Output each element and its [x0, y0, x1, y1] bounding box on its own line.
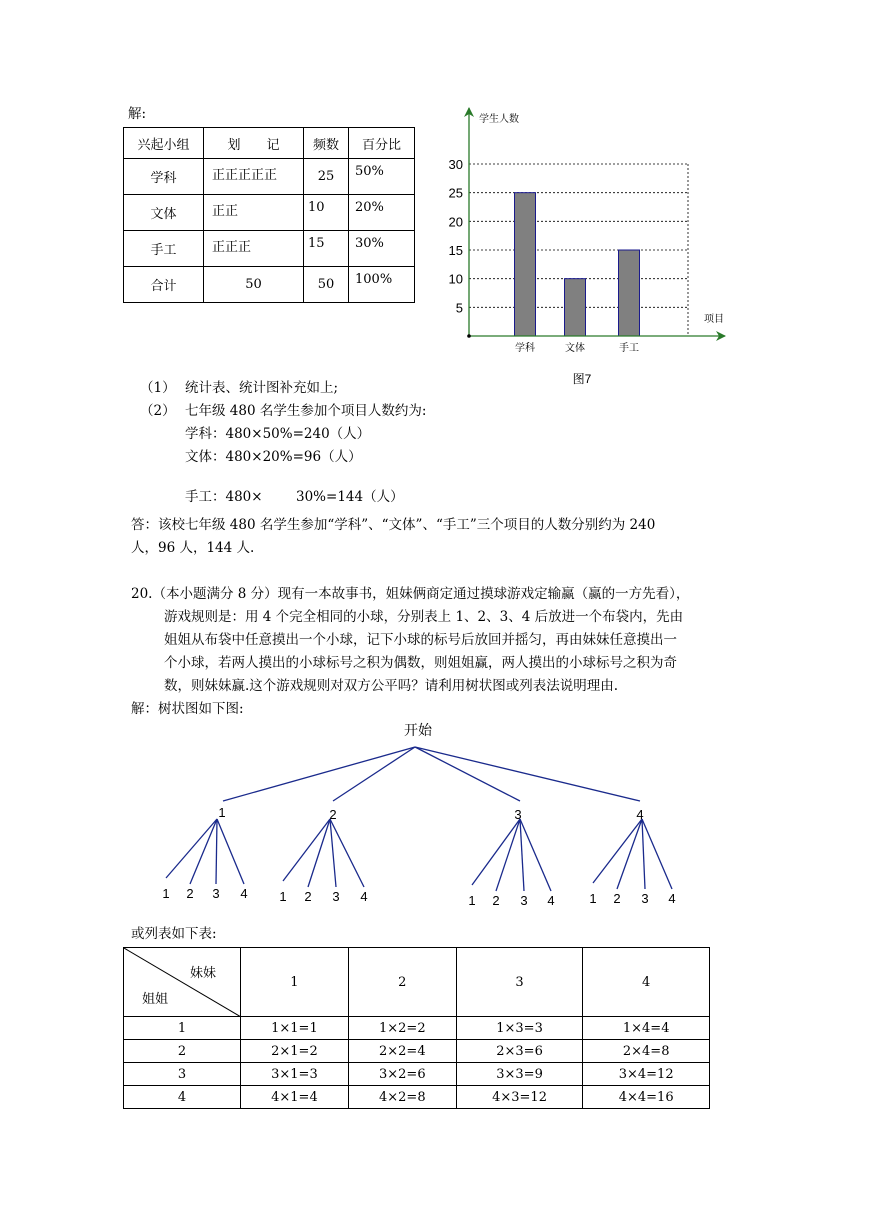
tree-branch [642, 819, 672, 889]
stats-table [123, 127, 415, 303]
tree-node-label: 3 [514, 807, 522, 822]
stats-cell: 20% [349, 195, 415, 231]
bar [515, 193, 536, 336]
calc-line: 手工：480× [185, 489, 263, 505]
product-cell: 1×2=2 [348, 1017, 456, 1040]
bar-chart [440, 100, 740, 390]
stats-cell: 正正正正正 [204, 159, 304, 195]
tree-leaf-label: 3 [641, 891, 649, 906]
solution-label: 解: [128, 106, 147, 122]
x-tick-label: 手工 [619, 343, 639, 354]
tree-branch [472, 819, 520, 885]
tree-leaf-label: 1 [279, 889, 287, 904]
answer-1-number: （1） [140, 380, 176, 396]
product-cell: 2×3=6 [456, 1040, 583, 1063]
product-header-row [124, 948, 710, 1017]
product-row [124, 1086, 710, 1109]
problem-20-line: 姐姐从布袋中任意摸出一个小球，记下小球的标号后放回并摇匀，再由妹妹任意摸出一 [164, 632, 677, 648]
y-tick-label: 10 [448, 271, 463, 287]
tree-node-label: 4 [636, 807, 644, 822]
tree-branch [217, 819, 244, 884]
tree-branch [223, 747, 415, 801]
tree-leaf-label: 4 [668, 891, 676, 906]
product-row [124, 1040, 710, 1063]
product-cell: 1×1=1 [241, 1017, 349, 1040]
product-cell: 4×4=16 [583, 1086, 710, 1109]
tree-branch [415, 747, 640, 801]
tree-leaf-label: 1 [162, 886, 170, 901]
problem-20-line: 20.（本小题满分 8 分）现有一本故事书，姐妹俩商定通过摸球游戏定输赢（赢的一方先看）， [131, 586, 690, 602]
product-cell: 2×1=2 [241, 1040, 349, 1063]
solution-tree-intro: 解：树状图如下图: [131, 701, 244, 717]
stats-cell: 正正正 [204, 231, 304, 267]
bar [565, 279, 586, 336]
tree-leaf-label: 1 [589, 891, 597, 906]
product-cell: 4×1=4 [241, 1086, 349, 1109]
product-cell: 1×3=3 [456, 1017, 583, 1040]
y-tick-label: 30 [448, 157, 463, 172]
product-row [124, 1063, 710, 1086]
product-cell: 3×1=3 [241, 1063, 349, 1086]
stats-cell: 25 [304, 159, 349, 195]
corner-top-label: 妹妹 [190, 966, 217, 981]
row-label: 1 [124, 1017, 241, 1040]
tree-branch [415, 747, 520, 801]
product-cell: 4×3=12 [456, 1086, 583, 1109]
stats-header-cell: 频数 [304, 128, 349, 159]
tree-branch [520, 819, 551, 891]
stats-table-row [124, 159, 415, 195]
tree-branch [520, 819, 524, 891]
col-header: 4 [583, 948, 710, 1017]
tree-root: 开始 [404, 722, 432, 738]
tree-branch [593, 819, 642, 883]
tree-leaf-label: 4 [360, 889, 368, 904]
tree-leaf-label: 2 [186, 886, 194, 901]
row-label: 4 [124, 1086, 241, 1109]
stats-cell: 50 [204, 267, 304, 303]
tree-branch [308, 819, 330, 887]
stats-table-row [124, 231, 415, 267]
product-table [123, 947, 710, 1109]
stats-cell: 50 [304, 267, 349, 303]
tree-branch [190, 819, 217, 884]
y-axis-label: 学生人数 [479, 114, 519, 125]
answer-2-text: 七年级 480 名学生参加个项目人数约为: [185, 403, 427, 419]
tree-node-label: 2 [329, 807, 337, 822]
col-header: 3 [456, 948, 583, 1017]
stats-header-cell: 兴起小组 [124, 128, 204, 159]
problem-20-line: 个小球，若两人摸出的小球标号之积为偶数，则姐姐赢，两人摸出的小球标号之积为奇 [164, 655, 677, 671]
stats-cell: 30% [349, 231, 415, 267]
tree-leaf-label: 3 [520, 893, 528, 908]
tree-leaf-label: 2 [613, 891, 621, 906]
stats-table-row [124, 195, 415, 231]
corner-bottom-label: 姐姐 [142, 992, 169, 1007]
tree-leaf-label: 2 [304, 889, 312, 904]
y-tick-label: 15 [448, 243, 463, 258]
tree-branch [642, 819, 645, 889]
product-cell: 2×4=8 [583, 1040, 710, 1063]
row-label: 3 [124, 1063, 241, 1086]
tree-leaf-label: 4 [547, 893, 555, 908]
stats-cell: 手工 [124, 231, 204, 267]
x-tick-label: 文体 [565, 343, 585, 354]
tree-diagram [150, 715, 710, 915]
tree-leaf-label: 3 [212, 886, 220, 901]
stats-cell: 10 [304, 195, 349, 231]
stats-cell: 50% [349, 159, 415, 195]
stats-cell: 100% [349, 267, 415, 303]
product-cell: 3×4=12 [583, 1063, 710, 1086]
tree-branch [166, 819, 217, 878]
stats-table-header-row [124, 128, 415, 159]
stats-cell: 合计 [124, 267, 204, 303]
problem-20-line: 游戏规则是：用 4 个完全相同的小球，分别表上 1、2、3、4 后放进一个布袋内，先由 [164, 609, 684, 625]
calc-line: 文体：480×20%=96（人） [185, 449, 362, 465]
answer-1-text: 统计表、统计图补充如上; [185, 380, 339, 396]
stats-cell: 文体 [124, 195, 204, 231]
conclusion-line: 人，96 人，144 人. [131, 540, 255, 556]
stats-cell: 学科 [124, 159, 204, 195]
origin-point [467, 334, 471, 338]
stats-cell: 15 [304, 231, 349, 267]
product-row [124, 1017, 710, 1040]
product-cell: 3×2=6 [348, 1063, 456, 1086]
table-intro: 或列表如下表: [131, 926, 217, 942]
tree-branch [617, 819, 642, 889]
col-header: 1 [241, 948, 349, 1017]
product-cell: 1×4=4 [583, 1017, 710, 1040]
col-header: 2 [348, 948, 456, 1017]
x-axis-label: 项目 [704, 314, 724, 325]
corner-cell [124, 948, 241, 1017]
product-cell: 3×3=9 [456, 1063, 583, 1086]
tree-branch [283, 819, 330, 881]
product-cell: 4×2=8 [348, 1086, 456, 1109]
y-tick-label: 5 [455, 300, 463, 316]
stats-header-cell: 划 记 [204, 128, 304, 159]
tree-branch [496, 819, 520, 891]
tree-branch [216, 819, 217, 884]
calc-line: 学科：480×50%=240（人） [185, 426, 371, 442]
answer-2-number: （2） [140, 403, 176, 419]
stats-cell: 正正 [204, 195, 304, 231]
tree-node-label: 1 [218, 805, 226, 820]
conclusion-line: 答：该校七年级 480 名学生参加“学科”、“文体”、“手工”三个项目的人数分别约为 240 [131, 517, 656, 533]
chart-caption: 图7 [572, 372, 592, 386]
bar [619, 250, 640, 336]
x-tick-label: 学科 [515, 343, 535, 354]
tree-leaf-label: 3 [332, 889, 340, 904]
calc-line: 30%=144（人） [296, 489, 404, 505]
stats-table-row [124, 267, 415, 303]
y-tick-label: 25 [448, 185, 463, 201]
y-tick-label: 20 [448, 214, 463, 230]
product-cell: 2×2=4 [348, 1040, 456, 1063]
tree-leaf-label: 2 [492, 893, 500, 908]
tree-branch [333, 747, 415, 801]
tree-leaf-label: 1 [468, 893, 476, 908]
problem-20-line: 数，则妹妹赢.这个游戏规则对双方公平吗？请利用树状图或列表法说明理由. [164, 678, 619, 694]
row-label: 2 [124, 1040, 241, 1063]
stats-header-cell: 百分比 [349, 128, 415, 159]
tree-leaf-label: 4 [240, 886, 248, 901]
